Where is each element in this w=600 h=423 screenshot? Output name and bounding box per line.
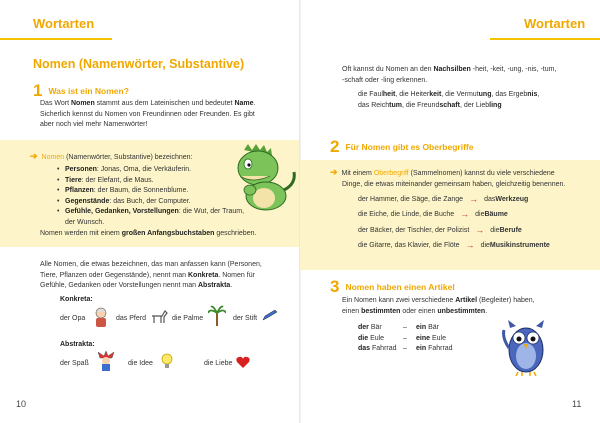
arrow-icon: ➔ xyxy=(330,167,338,177)
arrow-icon: ➔ xyxy=(30,151,38,161)
suffix-word-stem: die Faul xyxy=(358,91,383,98)
definite-article: die xyxy=(358,334,369,342)
list-item-text: : Jonas, Oma, die Verkäuferin. xyxy=(96,166,192,173)
suffix-word-stem: das Reich xyxy=(358,101,390,109)
article-text-part: einen xyxy=(342,307,362,315)
suffix-examples-line-2 xyxy=(358,102,502,109)
definite-article: das xyxy=(358,345,371,352)
dragon-icon xyxy=(226,142,298,212)
example-das-pferd: das Pferd xyxy=(116,315,146,322)
page-title: Nomen (Namenwörter, Substantive) xyxy=(33,57,245,71)
red-arrow-icon: → xyxy=(460,209,470,219)
explanation-line: Alle Nomen, die etwas bezeichnen, das man anfassen kann (Personen, xyxy=(40,261,262,268)
suffix-highlight: schaft xyxy=(439,101,460,109)
list-item-text: : der Elefant, die Maus. xyxy=(81,176,154,184)
intro-text-part: . xyxy=(253,100,256,107)
oberbegriff-article: die xyxy=(490,226,500,234)
article-text-part: (Begleiter) haben, xyxy=(477,297,535,304)
list-item-text: : der Baum, die Sonnenblume. xyxy=(93,187,189,194)
palm-icon xyxy=(208,305,226,327)
red-arrow-icon: → xyxy=(469,194,479,204)
article-text-part: . xyxy=(485,307,488,315)
article-bold-artikel: Artikel xyxy=(455,297,478,304)
page-number-left: 10 xyxy=(16,399,27,409)
konkreta-label xyxy=(60,295,93,306)
intro-line-3: aber noch viel mehr Namenwörter! xyxy=(40,121,148,128)
noun: Bär xyxy=(426,324,439,331)
section-2-heading xyxy=(330,138,473,155)
red-arrow-icon: → xyxy=(475,225,485,235)
article-text-part: Ein Nomen kann zwei verschiedene xyxy=(342,297,456,304)
heart-icon xyxy=(236,356,250,369)
abstrakta-label-text: Abstrakta: xyxy=(60,341,95,348)
suffix-word-stem: , xyxy=(537,91,540,98)
oberbegriff-row xyxy=(358,209,508,219)
article-bold-bestimmten: bestimmten xyxy=(361,307,401,315)
article-row xyxy=(358,334,478,345)
oberbegriff-article: die xyxy=(480,241,490,249)
list-item-label: Gegenstände xyxy=(65,197,110,205)
oberbegriff-items: der Bäcker, der Tischler, der Polizist xyxy=(358,226,470,234)
indefinite-article: ein xyxy=(416,324,427,331)
oberbegriff-word: Werkzeug xyxy=(495,195,529,203)
definition-lead xyxy=(30,151,240,164)
oberbegriff-items: die Eiche, die Linde, die Buche xyxy=(358,210,455,218)
konkreta-explanation xyxy=(40,260,295,292)
list-item-label: Pflanzen xyxy=(65,187,94,194)
oberbegriff-highlight: Oberbegriff xyxy=(373,170,409,177)
example-der-spass: der Spaß xyxy=(60,360,89,367)
intro-text-part: Das Wort xyxy=(40,100,71,107)
example-die-palme: die Palme xyxy=(172,315,204,322)
section-1-title: Was ist ein Nomen? xyxy=(48,85,129,96)
explanation-line: Gefühle, Gedanken oder Vorstellungen nennt man xyxy=(40,282,198,289)
lightbulb-icon xyxy=(160,352,174,370)
definition-lead-word: Nomen xyxy=(41,154,65,161)
suffix-examples-line-1 xyxy=(358,91,539,98)
explanation-line: . xyxy=(230,282,233,289)
suffix-word-stem: , die Vermut xyxy=(441,91,479,98)
header-right-rule xyxy=(490,38,600,40)
suffix-bold-nachsilben: Nachsilben xyxy=(433,66,471,73)
oberbegriff-items: die Gitarre, das Klavier, die Flöte xyxy=(358,241,460,249)
owl-icon xyxy=(502,318,550,376)
explanation-line: Tiere, Pflanzen oder Gegenstände), nennt man xyxy=(40,271,188,279)
konkreta-label-text: Konkreta: xyxy=(60,296,93,303)
list-item-text: : die Wut, der Traum, xyxy=(178,208,245,215)
section-1-number: 1 xyxy=(33,81,43,100)
right-page xyxy=(300,0,600,423)
list-item-label: Personen xyxy=(65,166,97,173)
intro-text xyxy=(40,99,295,131)
explanation-line: . Nomen für xyxy=(218,271,255,279)
intro-bold-name: Name xyxy=(234,100,254,107)
example-die-liebe: die Liebe xyxy=(204,360,233,367)
grandpa-icon xyxy=(93,306,109,328)
pencil-icon xyxy=(262,309,278,321)
suffix-word-stem: , die Heiter xyxy=(395,91,430,98)
definition-footer-text: geschrieben. xyxy=(214,230,257,237)
konkreta-term: Konkreta xyxy=(188,271,219,279)
dash: – xyxy=(403,334,407,342)
oberbegriff-word: Musikinstrumente xyxy=(489,241,550,249)
section-2-title: Für Nomen gibt es Oberbegriffe xyxy=(345,141,474,152)
oberbegriff-text-line-2: Dinge, die etwas miteinander gemeinsam haben, gleichzeitig benennen. xyxy=(342,180,566,188)
suffix-highlight: ung xyxy=(478,91,492,98)
header-left-rule xyxy=(0,38,112,40)
suffix-examples xyxy=(358,90,596,111)
oberbegriff-row xyxy=(358,194,528,204)
noun: Fahrrad xyxy=(426,345,453,352)
oberbegriff-text-part: Mit einem xyxy=(341,170,374,177)
suffix-text-part: -heit, -keit, -ung, -nis, -tum, xyxy=(470,66,557,73)
oberbegriff-word: Berufe xyxy=(499,226,522,234)
indefinite-article: ein xyxy=(416,345,427,352)
suffix-word-stem: , der Lieb xyxy=(459,101,490,109)
oberbegriff-text xyxy=(330,167,595,190)
jester-icon xyxy=(96,350,116,372)
noun: Fahrrad xyxy=(370,345,397,352)
oberbegriff-text-part: (Sammelnomen) kannst du viele verschiedene xyxy=(408,170,555,177)
abstrakta-term: Abstrakta xyxy=(198,282,231,289)
definition-footer-bold: großen Anfangsbuchstaben xyxy=(121,230,215,237)
article-row xyxy=(358,344,478,355)
intro-text-part: stammt aus dem Lateinischen und bedeutet xyxy=(94,100,235,107)
abstrakta-label xyxy=(60,340,95,351)
definite-article: der xyxy=(358,324,369,331)
oberbegriff-row xyxy=(358,225,522,235)
article-bold-unbestimmten: unbestimmten xyxy=(437,307,486,315)
horse-icon xyxy=(150,308,168,324)
suffix-highlight: ling xyxy=(489,101,502,109)
page-number-right: 11 xyxy=(572,399,582,409)
oberbegriff-word: Bäume xyxy=(484,210,508,218)
article-text-part: oder einen xyxy=(400,307,438,315)
definition-footer-text: Nomen werden mit einem xyxy=(40,230,122,237)
indefinite-article: eine xyxy=(416,334,431,342)
noun: Eule xyxy=(368,334,385,342)
oberbegriff-article: die xyxy=(475,210,485,218)
section-1-heading xyxy=(33,82,129,99)
intro-line-2: Sicherlich kennst du Nomen von Freundinnen oder Freunden. Es gibt xyxy=(40,110,255,118)
section-3-number: 3 xyxy=(330,277,340,296)
red-arrow-icon: → xyxy=(465,240,475,250)
example-die-idee: die Idee xyxy=(128,360,153,367)
article-text xyxy=(342,296,592,317)
article-table xyxy=(358,323,478,355)
article-row xyxy=(358,323,478,334)
section-3-title: Nomen haben einen Artikel xyxy=(345,281,455,292)
list-item-text: der Wunsch. xyxy=(65,218,105,226)
suffix-text-part: Oft kannst du Nomen an den xyxy=(342,66,434,73)
oberbegriff-article: das xyxy=(484,195,496,203)
dash: – xyxy=(403,345,407,352)
list-item-label: Gefühle, Gedanken, Vorstellungen xyxy=(65,208,179,215)
oberbegriff-items: der Hammer, die Säge, die Zange xyxy=(358,195,464,203)
example-der-opa: der Opa xyxy=(60,315,86,322)
suffix-text-line-2: -schaft oder -ling erkennen. xyxy=(342,76,428,84)
noun: Bär xyxy=(368,324,382,331)
suffix-word-stem: , die Freund xyxy=(401,101,440,109)
header-left-title: Wortarten xyxy=(33,16,95,31)
suffix-word-stem: , das Ergeb xyxy=(491,91,528,98)
oberbegriff-row xyxy=(358,240,550,250)
suffix-highlight: keit xyxy=(429,91,442,98)
dash: – xyxy=(403,324,407,331)
definition-footer xyxy=(40,229,295,240)
list-item-text: : das Buch, der Computer. xyxy=(109,197,191,205)
suffix-highlight: heit xyxy=(382,91,396,98)
suffix-highlight: nis xyxy=(527,91,538,98)
intro-bold-nomen: Nomen xyxy=(71,100,95,107)
example-der-stift: der Stift xyxy=(233,315,258,322)
noun: Eule xyxy=(430,334,446,342)
header-right-title: Wortarten xyxy=(524,16,586,31)
section-2-number: 2 xyxy=(330,137,340,156)
suffix-text xyxy=(342,65,592,86)
list-item-label: Tiere xyxy=(65,176,82,184)
section-3-heading xyxy=(330,278,455,295)
definition-lead-text: (Namenwörter, Substantive) bezeichnen: xyxy=(64,154,193,161)
suffix-highlight: tum xyxy=(389,101,402,109)
